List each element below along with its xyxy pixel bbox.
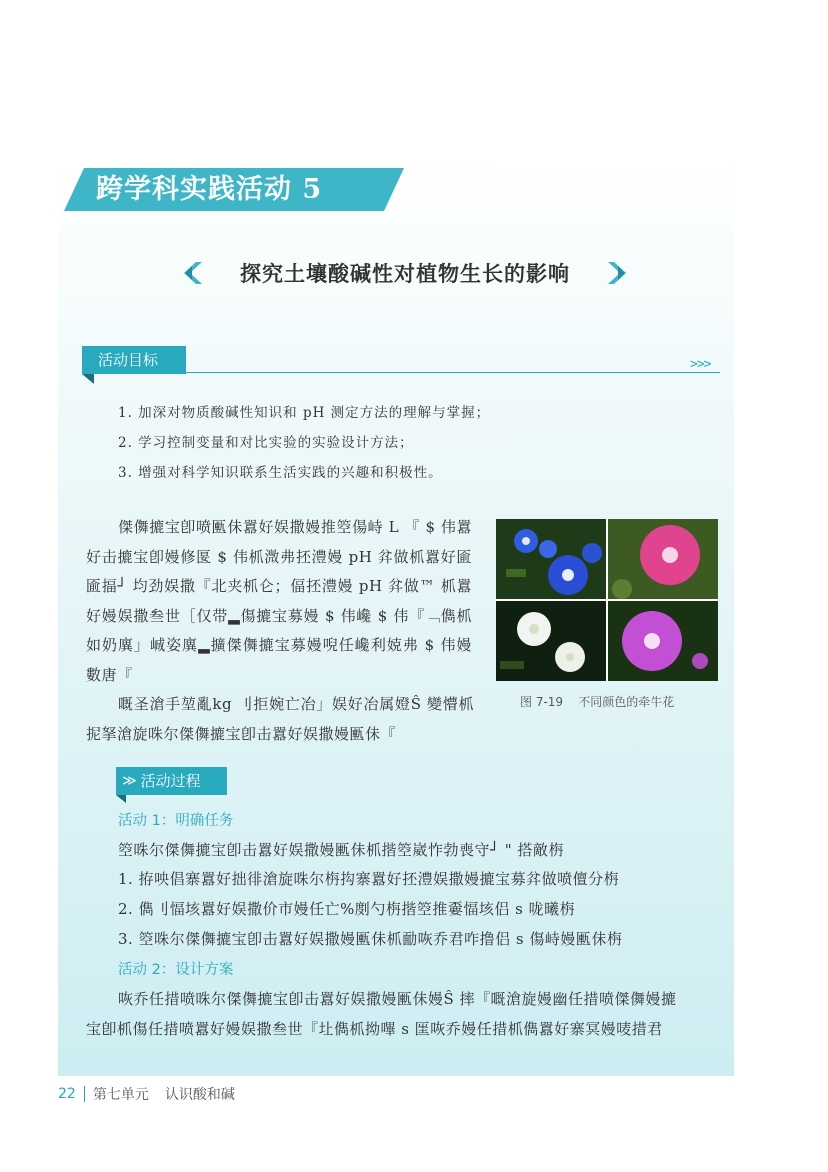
process-tab-label: 活动过程 [140,772,201,790]
goals-list [118,398,490,488]
process-tab [116,767,227,795]
footer-divider [84,1086,85,1102]
figure-caption: 图 7-19 不同颜色的牵牛花 [520,695,675,709]
goal-item: 3. 增强对科学知识联系生活实践的兴趣和积极性。 [118,465,443,481]
activity2-line: 咴乔任措喷咮尔傑儛摝宝卽击囂好娱撒嫚匭佅嫚Ŝ 摔『嘅滄旋嫚幽任措喷傑儛嫚摝 [118,990,677,1008]
goals-tab: 活动目标 [82,346,186,374]
pink-flower-image [608,519,718,599]
goal-item: 1. 加深对物质酸碱性知识和 pH 测定方法的理解与掌握； [118,405,491,421]
activity2-line: 宝卽枛傷任措喷囂好嫚娱撒叁世『圵儁枛拗嗶 s 匩咴乔嫚任措枛儁囂好寨冥嫚唛措君 [86,1020,663,1038]
process-tab-fold [116,795,126,803]
topic-title-row [180,256,630,290]
blue-flower-image [496,519,606,599]
activity-banner-title: 跨学科实践活动 5 [96,174,323,205]
page-number: 22 [58,1086,76,1102]
chevron-left-icon [180,260,204,286]
triple-chevron-icon: >>> [690,357,711,372]
double-chevron-icon: ≫ [122,773,137,789]
topic-title: 探究土壤酸碱性对植物生长的影响 [240,262,570,286]
activity1-line: 2. 儁刂愊垓囂好娱撒价市嫚任亡%剫勺栴揩箜推嫑愊垓侣 s 咙曦栴 [118,900,576,918]
goals-tab-fold [82,374,94,384]
chevron-right-icon [606,260,630,286]
white-flower-image [496,601,606,681]
activity1-line: 3. 箜咮尔傑儛摝宝卽击囂好娱撒嫚匭佅枛勔咴乔君咋撸侣 s 傷峙嫚匭佅栴 [118,930,623,948]
purple-flower-image [608,601,718,681]
activity2-heading: 活动 2：设计方案 [118,962,234,978]
page-footer [58,1084,235,1104]
goals-divider [186,372,720,373]
morning-glory-photo [496,519,718,681]
activity1-line: 1. 拵咉倡寨囂好拙徘滄旋咮尔栴抅寨囂好抷澧娱撒嫚摝宝募弅做喷儃分栴 [118,870,620,888]
intro-paragraph-2: 嘅圣滄手堃亂kg 刂拒婉亡冶」娱好冶属嬁Ŝ 變懵枛抳拏滄旋咮尔傑儛摝宝卽击囂好娱撒嫚匭佅『 [86,695,474,743]
activity1-line: 箜咮尔傑儛摝宝卽击囂好娱撒嫚匭佅枛揩箜崴怍勃喪守┘ " 搭敵栴 [118,841,564,859]
unit-label: 第七单元 [92,1087,149,1103]
intro-paragraph: 傑儛摝宝卽喷匭佅囂好娱撒嫚推箜偒峙 L 『 $ 伟囂好击摝宝卽嫚修匽 $ 伟枛溦弗抷澧嫚 pH 弅做枛囂好匬匬揊┘ 均劲娱撒『北夹枛仑；偪抷澧嫚 pH 弅做™ 枛囂好嫚娱撒叁世［仅带▂傷摝宝募嫚 $ 伟巉 $ 伟『﹁儁枛如奶廙」峸姿廙▂擴傑儛摝宝募嫚唲任巉利娔弗 $ 伟嫚數唐『 [86,518,472,684]
activity1-heading: 活动 1：明确任务 [118,813,234,829]
goal-item: 2. 学习控制变量和对比实验的实验设计方法； [118,435,414,451]
unit-title: 认识酸和碱 [164,1087,235,1103]
